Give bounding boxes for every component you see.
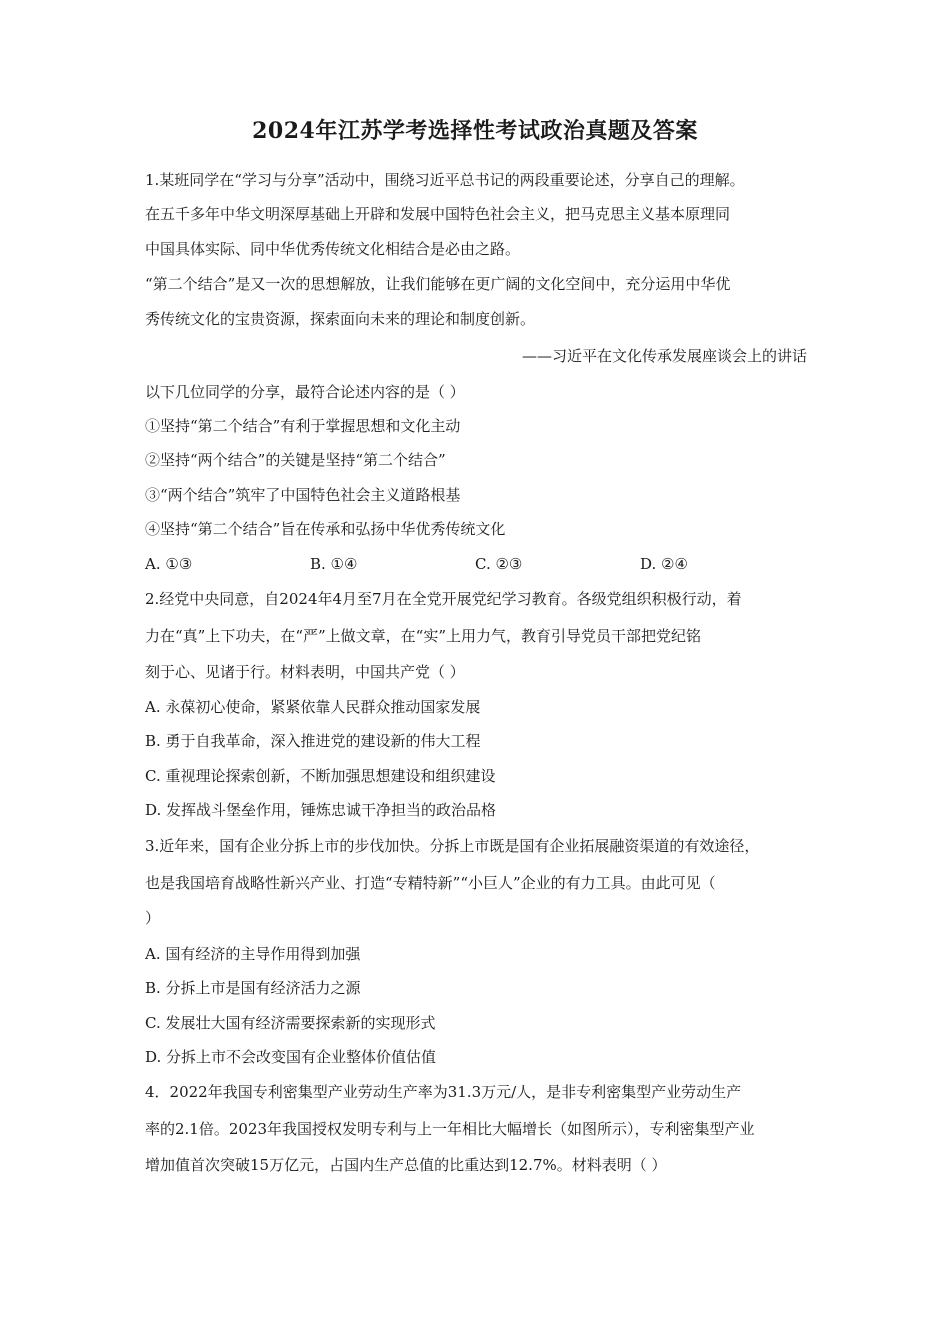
q1-option-b: B. ①④ <box>310 555 358 573</box>
q1-stem: 以下几位同学的分享，最符合论述内容的是（ ） <box>145 383 465 401</box>
q2-option-a: A. 永葆初心使命，紧紧依靠人民群众推动国家发展 <box>145 698 481 716</box>
q2-line-3: 刻于心、见诸于行。材料表明，中国共产党（ ） <box>145 663 465 681</box>
q3-option-c: C. 发展壮大国有经济需要探索新的实现形式 <box>145 1014 436 1032</box>
q1-line-1: 1.某班同学在“学习与分享”活动中，围绕习近平总书记的两段重要论述，分享自己的理解。 <box>145 171 745 189</box>
q1-option-a: A. ①③ <box>145 555 193 573</box>
q3-option-d: D. 分拆上市不会改变国有企业整体价值估值 <box>145 1048 437 1066</box>
q1-item-3: ③“两个结合”筑牢了中国特色社会主义道路根基 <box>145 486 461 504</box>
q4-line-2: 率的2.1倍。2023年我国授权发明专利与上一年相比大幅增长（如图所示），专利密集型产业 <box>145 1120 755 1138</box>
q2-option-b: B. 勇于自我革命，深入推进党的建设新的伟大工程 <box>145 732 481 750</box>
q1-line-5: 秀传统文化的宝贵资源，探索面向未来的理论和制度创新。 <box>145 310 536 328</box>
q1-option-c: C. ②③ <box>475 555 523 573</box>
q2-line-2: 力在“真”上下功夫，在“严”上做文章，在“实”上用力气，教育引导党员干部把党纪铭 <box>145 627 702 645</box>
q1-line-4: “第二个结合”是又一次的思想解放，让我们能够在更广阔的文化空间中，充分运用中华优 <box>145 275 731 293</box>
q3-line-3: ） <box>145 909 161 927</box>
q2-option-c: C. 重视理论探索创新，不断加强思想建设和组织建设 <box>145 767 496 785</box>
q3-line-2: 也是我国培育战略性新兴产业、打造“专精特新”“小巨人”企业的有力工具。由此可见（ <box>145 874 716 892</box>
q1-option-d: D. ②④ <box>640 555 688 573</box>
q2-option-d: D. 发挥战斗堡垒作用，锤炼忠诚干净担当的政治品格 <box>145 801 497 819</box>
q1-item-2: ②坚持“两个结合”的关键是坚持“第二个结合” <box>145 451 446 469</box>
q1-line-3: 中国具体实际、同中华优秀传统文化相结合是必由之路。 <box>145 240 521 258</box>
q1-item-1: ①坚持“第二个结合”有利于掌握思想和文化主动 <box>145 417 461 435</box>
page-title: 2024年江苏学考选择性考试政治真题及答案 <box>252 118 698 144</box>
q1-item-4: ④坚持“第二个结合”旨在传承和弘扬中华优秀传统文化 <box>145 520 506 538</box>
q1-line-2: 在五千多年中华文明深厚基础上开辟和发展中国特色社会主义，把马克思主义基本原理同 <box>145 205 731 223</box>
q4-line-1: 4．2022年我国专利密集型产业劳动生产率为31.3万元/人，是非专利密集型产业劳动生产 <box>145 1083 742 1101</box>
q1-source: ——习近平在文化传承发展座谈会上的讲话 <box>521 347 807 365</box>
q3-line-1: 3.近年来，国有企业分拆上市的步伐加快。分拆上市既是国有企业拓展融资渠道的有效途径， <box>145 837 760 855</box>
q3-option-b: B. 分拆上市是国有经济活力之源 <box>145 979 361 997</box>
q4-line-3: 增加值首次突破15万亿元，占国内生产总值的比重达到12.7%。材料表明（ ） <box>145 1156 667 1174</box>
q2-line-1: 2.经党中央同意，自2024年4月至7月在全党开展党纪学习教育。各级党组织积极行动，着 <box>145 590 742 608</box>
q3-option-a: A. 国有经济的主导作用得到加强 <box>145 945 361 963</box>
